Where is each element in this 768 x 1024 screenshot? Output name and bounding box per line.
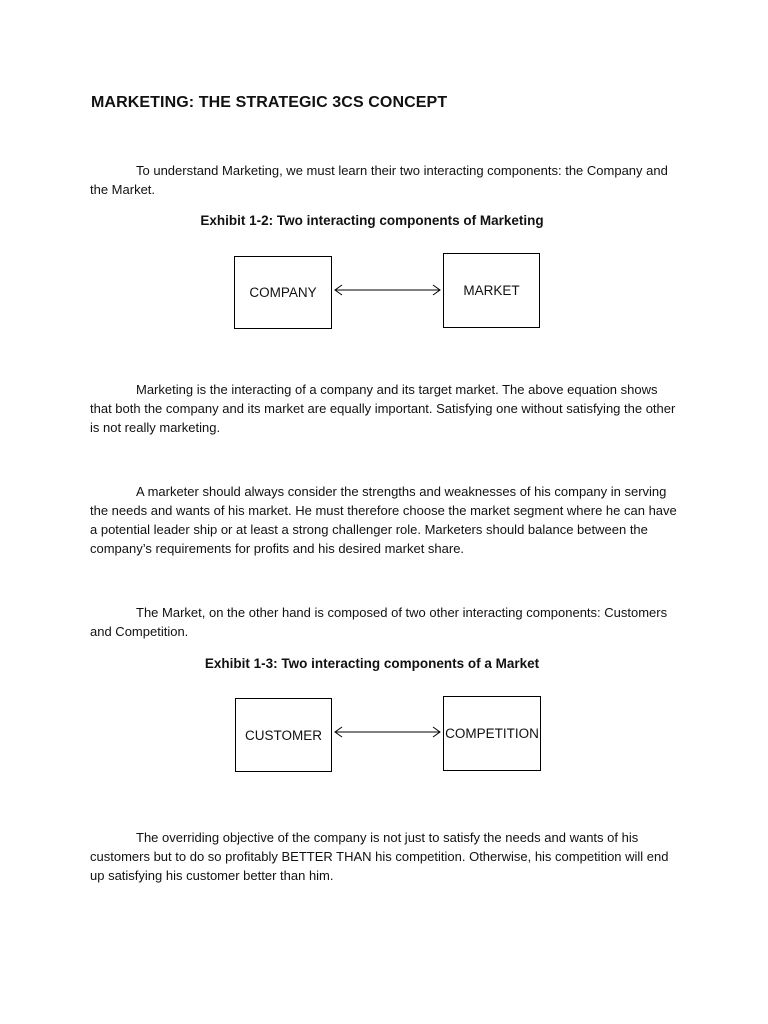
page-title: MARKETING: THE STRATEGIC 3CS CONCEPT	[91, 94, 448, 111]
exhibit-1-3-caption: Exhibit 1-3: Two interacting components of a Market	[204, 656, 540, 671]
paragraph-interaction: Marketing is the interacting of a company and its target market. The above equation shows that both the company and its market are equally important. Satisfying one without satisfying the other is not really marketing.	[90, 382, 676, 435]
paragraph-intro: To understand Marketing, we must learn their two interacting components: the Company and the Market.	[90, 163, 668, 197]
paragraph-objective: The overriding objective of the company is not just to satisfy the needs and wants of his customers but to do so profitably BETTER THAN his competition. Otherwise, his competition will end up satisfying his customer better than him.	[90, 830, 669, 883]
exhibit-1-2-caption: Exhibit 1-2: Two interacting components of Marketing	[200, 213, 544, 228]
paragraph-market-components: The Market, on the other hand is composed of two other interacting components: Customers and Competition.	[90, 605, 668, 639]
double-arrow-icon	[332, 724, 443, 740]
customer-box: CUSTOMER	[235, 698, 332, 772]
paragraph-marketer: A marketer should always consider the strengths and weaknesses of his company in serving the needs and wants of his market. He must therefore choose the market segment where he can have a potential leader ship or at least a strong challenger role. Marketers should balance between the company’s requirements for profits and his desired market share.	[90, 484, 677, 556]
market-box: MARKET	[443, 253, 540, 328]
double-arrow-icon	[332, 282, 443, 298]
company-box: COMPANY	[234, 256, 332, 329]
competition-box: COMPETITION	[443, 696, 541, 771]
